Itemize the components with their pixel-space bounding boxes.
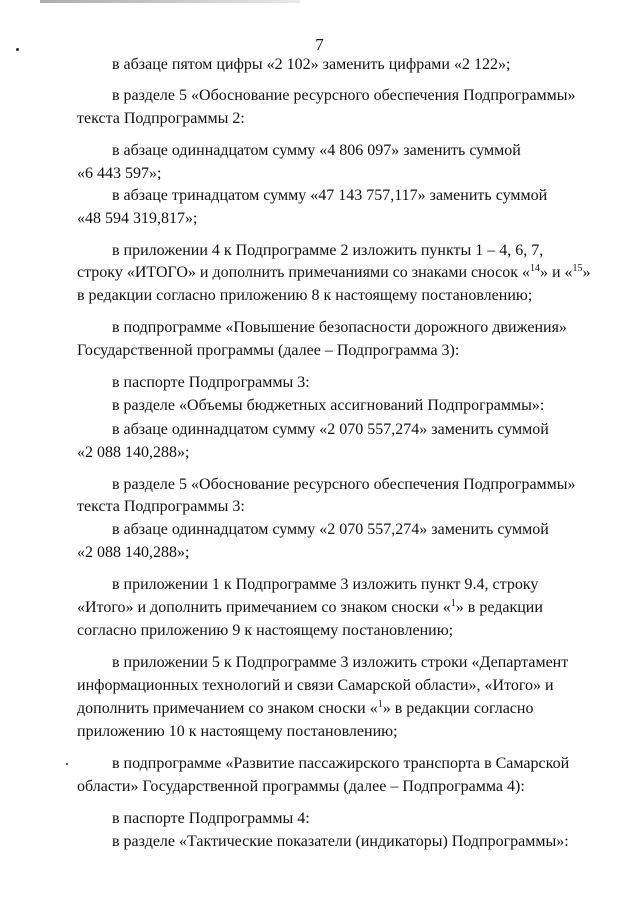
paragraph-line-with-footnotes (77, 699, 562, 718)
paragraph-line: «2 088 140,288»; (77, 544, 190, 561)
footnote-mark: 15 (572, 263, 583, 274)
paragraph-line-with-footnotes (77, 263, 591, 282)
paragraph-line: «6 443 597»; (77, 165, 162, 182)
line-text: » в редакции согласно (382, 700, 534, 717)
paragraph-line: информационных технологий и связи Самарской области», «Итого» и (77, 677, 554, 694)
line-text: » (582, 264, 591, 281)
paragraph-line: в подпрограмме «Развитие пассажирского транспорта в Самарской (112, 755, 570, 772)
paragraph-line: в абзаце тринадцатом сумму «47 143 757,117» заменить суммой (112, 187, 548, 204)
paragraph-line: в паспорте Подпрограммы 4: (112, 810, 310, 827)
page-number: 7 (315, 35, 324, 54)
paragraph-line: в приложении 1 к Подпрограмме 3 изложить пункт 9.4, строку (112, 576, 539, 593)
paragraph-line: в абзаце одиннадцатом сумму «4 806 097» заменить суммой (112, 142, 521, 159)
line-text: » и « (539, 264, 573, 281)
scan-dot (66, 763, 68, 765)
footnote-mark: 1 (377, 699, 383, 710)
line-text: » в редакции (455, 599, 543, 616)
paragraph-line: Государственной программы (далее – Подпрограмма 3): (77, 342, 460, 359)
paragraph-line: согласно приложению 9 к настоящему постановлению; (77, 622, 454, 639)
line-text: «Итого» и дополнить примечанием со знаком сноски « (77, 599, 451, 616)
line-text: дополнить примечанием со знаком сноски « (77, 700, 378, 717)
paragraph-line: текста Подпрограммы 2: (77, 110, 245, 127)
paragraph-line: в приложении 5 к Подпрограмме 3 изложить строки «Департамент (112, 654, 569, 671)
paragraph-line: в разделе 5 «Обоснование ресурсного обеспечения Подпрограммы» (112, 87, 576, 104)
line-text: строку «ИТОГО» и дополнить примечаниями со знаками сносок « (77, 264, 530, 281)
paragraph-line: области» Государственной программы (далее – Подпрограмма 4): (77, 778, 525, 795)
scan-top-edge (40, 0, 300, 3)
paragraph-line: в разделе «Тактические показатели (индикаторы) Подпрограммы»: (112, 833, 569, 850)
paragraph-line: в разделе «Объемы бюджетных ассигнований Подпрограммы»: (112, 397, 545, 414)
footnote-mark: 1 (450, 598, 456, 609)
paragraph-line: в разделе 5 «Обоснование ресурсного обеспечения Подпрограммы» (112, 476, 576, 493)
paragraph-line: в подпрограмме «Повышение безопасности дорожного движения» (112, 319, 567, 336)
footnote-mark: 14 (529, 263, 540, 274)
paragraph-line: в паспорте Подпрограммы 3: (112, 374, 310, 391)
paragraph-line: в абзаце пятом цифры «2 102» заменить цифрами «2 122»; (112, 56, 511, 73)
paragraph-line: «48 594 319,817»; (77, 210, 198, 227)
paragraph-line: приложению 10 к настоящему постановлению; (77, 723, 398, 740)
paragraph-line: в приложении 4 к Подпрограмме 2 изложить пункты 1 – 4, 6, 7, (112, 242, 544, 259)
paragraph-line: «2 088 140,288»; (77, 444, 190, 461)
paragraph-line: в абзаце одиннадцатом сумму «2 070 557,274» заменить суммой (112, 421, 549, 438)
paragraph-line: в абзаце одиннадцатом сумму «2 070 557,274» заменить суммой (112, 521, 549, 538)
paragraph-line: текста Подпрограммы 3: (77, 498, 245, 515)
paragraph-line-with-footnotes (77, 598, 562, 617)
paragraph-line: в редакции согласно приложению 8 к настоящему постановлению; (77, 287, 533, 304)
